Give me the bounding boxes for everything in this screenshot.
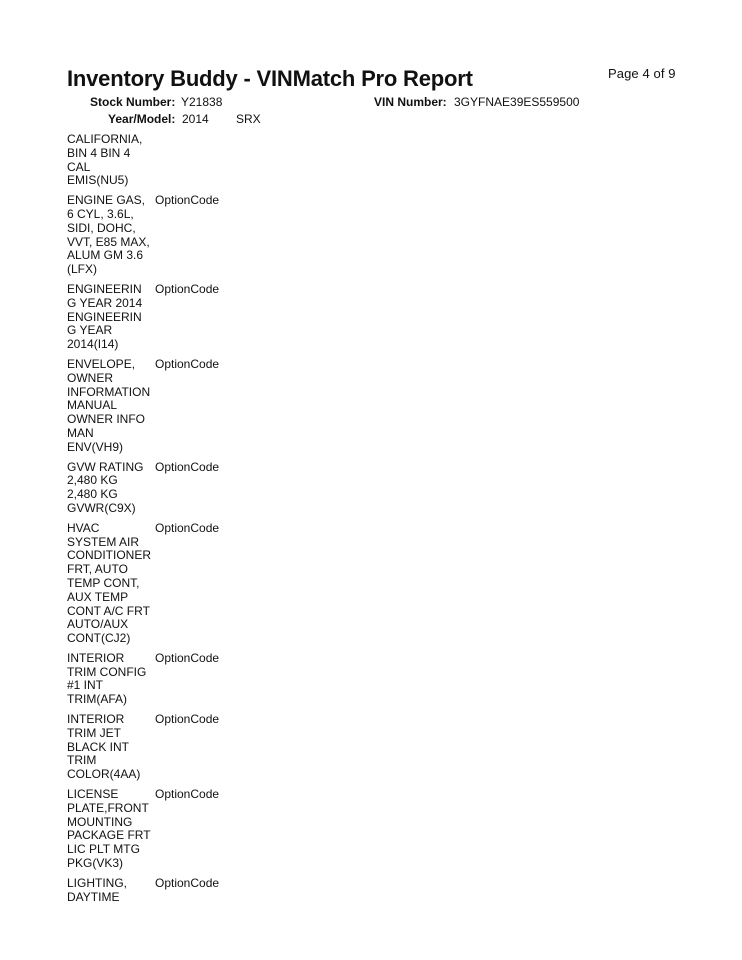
list-item: [67, 713, 257, 782]
vin-number-value: 3GYFNAE39ES559500: [454, 95, 580, 109]
option-description: LICENSE PLATE,FRONT MOUNTING PACKAGE FRT LIC PLT MTG PKG(VK3): [67, 787, 151, 871]
option-description: INTERIOR TRIM CONFIG #1 INT TRIM(AFA): [67, 650, 147, 707]
page-number: Page 4 of 9: [608, 66, 676, 81]
option-code-list: [67, 133, 257, 910]
option-description: HVAC SYSTEM AIR CONDITIONER FRT, AUTO TEMP CONT, AUX TEMP CONT A/C FRT AUTO/AUX CONT(CJ2): [67, 520, 151, 646]
option-code-label: OptionCode: [155, 875, 220, 890]
vin-number-label: VIN Number:: [374, 95, 447, 109]
year-model-label: Year/Model:: [108, 112, 176, 126]
list-item: [67, 522, 257, 646]
stock-number-value: Y21838: [181, 95, 223, 109]
option-description: INTERIOR TRIM JET BLACK INT TRIM COLOR(4AA): [67, 712, 141, 782]
list-item: [67, 283, 257, 352]
model-value: SRX: [236, 112, 261, 126]
list-item: [67, 652, 257, 707]
option-code-label: OptionCode: [155, 787, 220, 802]
option-code-label: OptionCode: [155, 193, 220, 208]
option-code-label: OptionCode: [155, 650, 220, 665]
list-item: [67, 788, 257, 871]
option-code-label: OptionCode: [155, 356, 220, 371]
option-description: ENGINEERIN G YEAR 2014 ENGINEERIN G YEAR 2014(I14): [67, 281, 143, 352]
option-description: CALIFORNIA, BIN 4 BIN 4 CAL EMIS(NU5): [67, 132, 143, 188]
option-code-label: OptionCode: [155, 520, 220, 535]
stock-number-label: Stock Number:: [90, 95, 176, 109]
option-code-label: OptionCode: [155, 281, 220, 296]
option-description: GVW RATING 2,480 KG 2,480 KG GVWR(C9X): [67, 459, 144, 515]
option-code-label: OptionCode: [155, 459, 220, 474]
list-item: [67, 133, 257, 188]
option-description: ENVELOPE, OWNER INFORMATION MANUAL OWNER INFO MAN ENV(VH9): [67, 356, 151, 454]
list-item: [67, 461, 257, 516]
option-code-label: OptionCode: [155, 712, 220, 727]
year-value: 2014: [182, 112, 209, 126]
list-item: [67, 877, 257, 905]
option-description: ENGINE GAS, 6 CYL, 3.6L, SIDI, DOHC, VVT, E85 MAX, ALUM GM 3.6 (LFX): [67, 193, 150, 277]
option-description: LIGHTING, DAYTIME: [67, 875, 128, 904]
list-item: [67, 358, 257, 455]
report-title: Inventory Buddy - VINMatch Pro Report: [67, 66, 473, 91]
list-item: [67, 194, 257, 277]
